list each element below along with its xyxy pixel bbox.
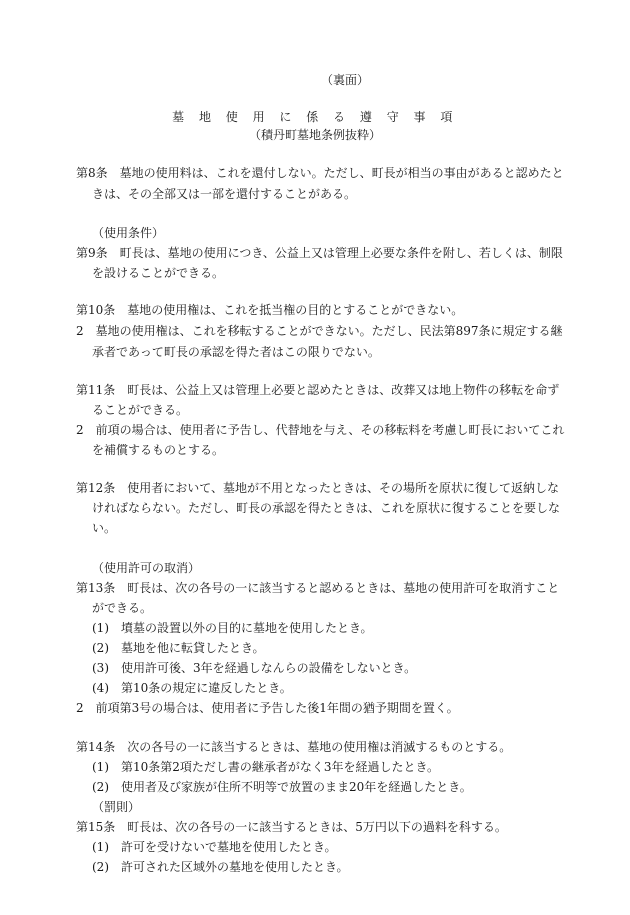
article-8-line-1: 第8条 墓地の使用料は、これを還付しない。ただし、町長が相当の事由があると認めたと	[76, 166, 564, 180]
article-15-line-1: 第15条 町長は、次の各号の一に該当するときは、5万円以下の過料を科する。	[76, 820, 507, 834]
article-12-line-1: 第12条 使用者において、墓地が不用となったときは、その場所を原状に復して返納しな	[76, 481, 560, 495]
article-13-item-3: (3) 使用許可後、3年を経過しなんらの設備をしないとき。	[92, 661, 417, 675]
article-10-para-2-line-1: 2 墓地の使用権は、これを移転することができない。ただし、民法第897条に規定する継	[76, 324, 563, 338]
section-heading-usage-conditions: （使用条件）	[92, 226, 165, 240]
article-14-item-2: (2) 使用者及び家族が住所不明等で放置のまま20年を経過したとき。	[92, 780, 472, 794]
article-11-para-2-line-1: 2 前項の場合は、使用者に予告し、代替地を与え、その移転料を考慮し町長においてこれ	[76, 423, 565, 437]
article-12-line-3: い。	[92, 521, 117, 535]
article-13-line-1: 第13条 町長は、次の各号の一に該当すると認めるときは、墓地の使用許可を取消すこと	[76, 581, 560, 595]
article-13-item-4: (4) 第10条の規定に違反したとき。	[92, 681, 292, 695]
article-11-line-2: ることができる。	[92, 403, 189, 417]
article-10-para-2-line-2: 承者であって町長の承認を得た者はこの限りでない。	[92, 345, 380, 359]
article-9-line-2: を設けることができる。	[92, 266, 225, 280]
article-15-item-1: (1) 許可を受けないで墓地を使用したとき。	[92, 840, 337, 854]
article-13-line-2: ができる。	[92, 601, 153, 615]
article-10-line-1: 第10条 墓地の使用権は、これを抵当権の目的とすることができない。	[76, 303, 464, 317]
document-subtitle: （積丹町墓地条例抜粋）	[248, 128, 381, 142]
article-13-item-1: (1) 墳墓の設置以外の目的に墓地を使用したとき。	[92, 621, 373, 635]
article-14-item-1: (1) 第10条第2項ただし書の継承者がなく3年を経過したとき。	[92, 760, 440, 774]
article-11-line-1: 第11条 町長は、公益上又は管理上必要と認めたときは、改葬又は地上物件の移転を命ず	[76, 383, 560, 397]
section-heading-revocation: （使用許可の取消）	[92, 561, 201, 575]
section-heading-penalties: （罰則）	[92, 800, 141, 814]
article-15-item-2: (2) 許可された区域外の墓地を使用したとき。	[92, 860, 349, 874]
article-8-line-2: きは、その全部又は一部を還付することがある。	[92, 187, 357, 201]
article-14-line-1: 第14条 次の各号の一に該当するときは、墓地の使用権は消滅するものとする。	[76, 740, 512, 754]
side-label: （裏面）	[320, 73, 369, 87]
article-13-para-2: 2 前項第3号の場合は、使用者に予告した後1年間の猶予期間を置く。	[76, 701, 459, 715]
article-9-line-1: 第9条 町長は、墓地の使用につき、公益上又は管理上必要な条件を附し、若しくは、制限	[76, 246, 563, 260]
article-12-line-2: ければならない。ただし、町長の承認を得たときは、これを原状に復することを要しな	[92, 501, 561, 515]
article-13-item-2: (2) 墓地を他に転貸したとき。	[92, 641, 265, 655]
document-title: 墓 地 使 用 に 係 る 遵 守 事 項	[172, 110, 458, 124]
article-11-para-2-line-2: を補償するものとする。	[92, 443, 225, 457]
